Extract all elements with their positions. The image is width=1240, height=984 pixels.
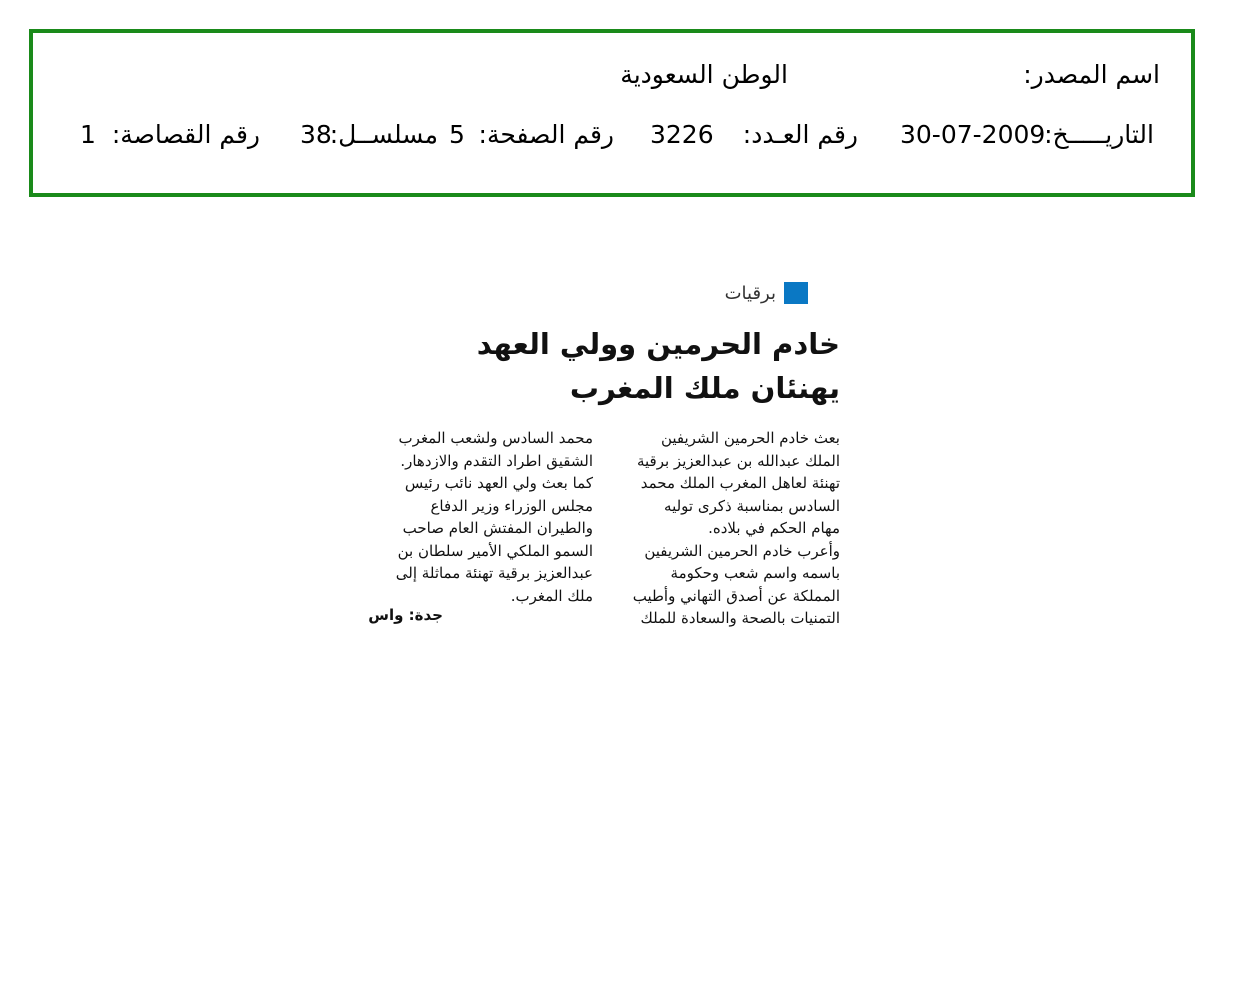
clipping-metadata-box bbox=[29, 29, 1195, 197]
body-line: مجلس الوزراء وزير الدفاع bbox=[430, 496, 593, 515]
body-line: ملك المغرب. bbox=[510, 586, 593, 605]
serial-label: مسلســل: bbox=[329, 120, 438, 149]
body-line: الشقيق اطراد التقدم والازدهار. bbox=[400, 451, 593, 470]
body-line: محمد السادس ولشعب المغرب bbox=[398, 429, 593, 447]
body-line: السادس بمناسبة ذكرى توليه bbox=[664, 496, 840, 515]
source-value: الوطن السعودية bbox=[620, 60, 788, 89]
body-line: بعث خادم الحرمين الشريفين bbox=[660, 429, 840, 447]
body-line: التمنيات بالصحة والسعادة للملك bbox=[640, 609, 840, 627]
article-column-2 bbox=[363, 427, 593, 607]
article-column-1 bbox=[610, 427, 840, 630]
issue-label: رقم العـدد: bbox=[742, 120, 858, 149]
body-line: والطيران المفتش العام صاحب bbox=[402, 519, 593, 537]
date-label: التاريـــــخ: bbox=[1044, 120, 1154, 149]
body-line: عبدالعزيز برقية تهنئة مماثلة إلى bbox=[395, 564, 593, 582]
article-byline: جدة: واس bbox=[368, 606, 443, 624]
date-value: 30-07-2009 bbox=[900, 120, 1046, 149]
page-label: رقم الصفحة: bbox=[478, 120, 614, 149]
body-line: مهام الحكم في بلاده. bbox=[708, 519, 840, 537]
issue-value: 3226 bbox=[650, 120, 714, 149]
body-line: الملك عبدالله بن عبدالعزيز برقية bbox=[636, 451, 840, 470]
headline-line: خادم الحرمين وولي العهد bbox=[476, 327, 840, 361]
article-headline bbox=[420, 322, 840, 410]
body-line: باسمه واسم شعب وحكومة bbox=[670, 564, 840, 582]
section-heading bbox=[725, 282, 808, 304]
clip-value: 1 bbox=[80, 120, 96, 149]
source-label: اسم المصدر: bbox=[1023, 60, 1160, 89]
headline-line: يهنئان ملك المغرب bbox=[569, 371, 840, 405]
clip-label: رقم القصاصة: bbox=[111, 120, 260, 149]
section-marker-square bbox=[784, 282, 808, 304]
page-value: 5 bbox=[449, 120, 465, 149]
body-line: كما بعث ولي العهد نائب رئيس bbox=[404, 474, 593, 492]
section-heading-text: برقيات bbox=[724, 282, 776, 304]
body-line: وأعرب خادم الحرمين الشريفين bbox=[644, 541, 840, 560]
serial-value: 38 bbox=[300, 120, 332, 149]
body-line: المملكة عن أصدق التهاني وأطيب bbox=[632, 586, 840, 605]
body-line: تهنئة لعاهل المغرب الملك محمد bbox=[640, 474, 840, 492]
body-line: السمو الملكي الأمير سلطان بن bbox=[397, 541, 593, 560]
